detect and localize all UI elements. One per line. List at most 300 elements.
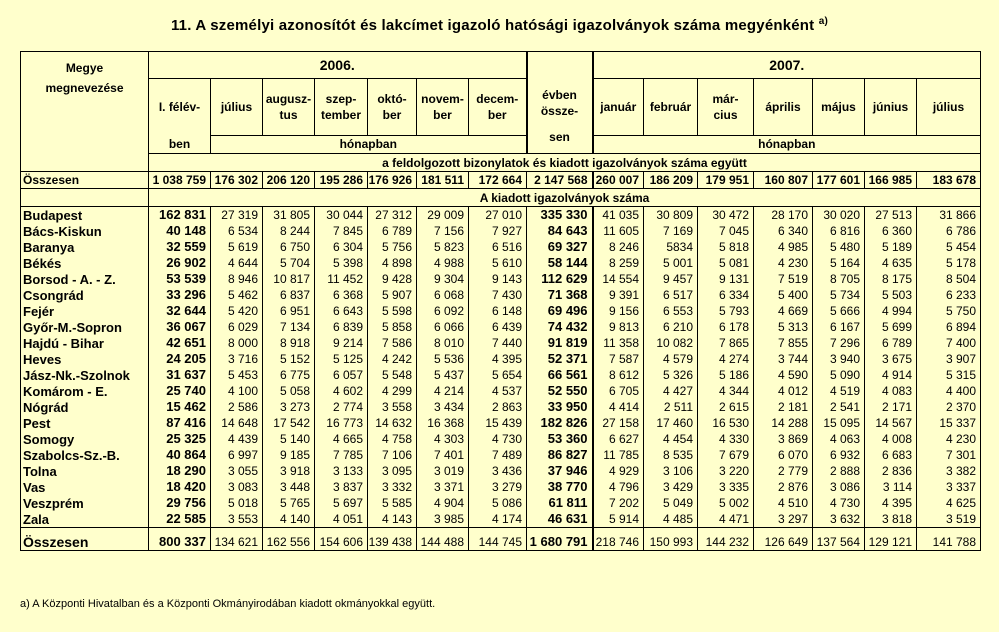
- table-cell: 3 086: [813, 479, 865, 495]
- table-cell: 25 325: [149, 431, 211, 447]
- table-cell: 8 259: [593, 255, 644, 271]
- row-label: Szabolcs-Sz.-B.: [21, 447, 149, 463]
- table-cell: 6 334: [698, 287, 754, 303]
- table-cell: 3 114: [865, 479, 917, 495]
- table-cell: 31 637: [149, 367, 211, 383]
- table-cell: 3 429: [644, 479, 698, 495]
- table-cell: 52 371: [527, 351, 593, 367]
- table-cell: 6 816: [813, 223, 865, 239]
- footnote: a) A Központi Hivatalban és a Központi Okmányirodában kiadott okmányokkal együtt.: [20, 598, 436, 610]
- table-cell: 31 805: [263, 207, 315, 224]
- table-cell: 5 186: [698, 367, 754, 383]
- table-cell: 84 643: [527, 223, 593, 239]
- table-cell: 6 360: [865, 223, 917, 239]
- table-cell: 186 209: [644, 172, 698, 189]
- table-cell: 25 740: [149, 383, 211, 399]
- table-cell: 4 898: [368, 255, 417, 271]
- table-cell: 6 057: [315, 367, 368, 383]
- table-cell: 4 994: [865, 303, 917, 319]
- month-2006-header: szep- tember: [315, 79, 368, 136]
- row-label: Tolna: [21, 463, 149, 479]
- table-row: [21, 271, 981, 287]
- table-cell: 5 699: [865, 319, 917, 335]
- table-cell: 5 001: [644, 255, 698, 271]
- table-cell: 5 765: [263, 495, 315, 511]
- table-cell: 16 530: [698, 415, 754, 431]
- table-cell: 8 612: [593, 367, 644, 383]
- table-cell: 5 704: [263, 255, 315, 271]
- table-cell: 40 864: [149, 447, 211, 463]
- table-cell: 31 866: [917, 207, 981, 224]
- table-cell: 87 416: [149, 415, 211, 431]
- table-cell: 4 758: [368, 431, 417, 447]
- table-cell: 5 907: [368, 287, 417, 303]
- table-cell: 4 471: [698, 511, 754, 528]
- table-cell: 5 326: [644, 367, 698, 383]
- month-2006-header: július: [211, 79, 263, 136]
- row-label: Jász-Nk.-Szolnok: [21, 367, 149, 383]
- table-cell: 22 585: [149, 511, 211, 528]
- table-cell: 6 789: [368, 223, 417, 239]
- table-cell: 4 904: [417, 495, 469, 511]
- table-row: [21, 207, 981, 224]
- table-cell: 5 437: [417, 367, 469, 383]
- table-cell: 8 535: [644, 447, 698, 463]
- table-cell: 4 100: [211, 383, 263, 399]
- table-row: [21, 287, 981, 303]
- table-cell: 7 845: [315, 223, 368, 239]
- table-cell: 91 819: [527, 335, 593, 351]
- table-cell: 15 095: [813, 415, 865, 431]
- table-row: [21, 399, 981, 415]
- table-cell: 7 785: [315, 447, 368, 463]
- table-cell: 3 279: [469, 479, 527, 495]
- table-cell: 36 067: [149, 319, 211, 335]
- table-cell: 37 946: [527, 463, 593, 479]
- table-cell: 42 651: [149, 335, 211, 351]
- table-cell: 4 395: [469, 351, 527, 367]
- table-cell: 6 148: [469, 303, 527, 319]
- table-cell: 41 035: [593, 207, 644, 224]
- table-cell: 8 946: [211, 271, 263, 287]
- table-cell: 3 337: [917, 479, 981, 495]
- table-cell: 7 106: [368, 447, 417, 463]
- table-cell: 7 430: [469, 287, 527, 303]
- table-cell: 7 202: [593, 495, 644, 511]
- row-label: Bács-Kiskun: [21, 223, 149, 239]
- month-2006-header: októ- ber: [368, 79, 417, 136]
- table-cell: 5 610: [469, 255, 527, 271]
- in-month-2007: hónapban: [593, 136, 981, 154]
- table-cell: 3 448: [263, 479, 315, 495]
- band-processed: a feldolgozott bizonylatok és kiadott igazolványok száma együtt: [149, 154, 981, 172]
- table-row: [21, 415, 981, 431]
- table-cell: 3 371: [417, 479, 469, 495]
- table-cell: 71 368: [527, 287, 593, 303]
- table-cell: 5 164: [813, 255, 865, 271]
- table-cell: 3 869: [754, 431, 813, 447]
- table-cell: 5 858: [368, 319, 417, 335]
- table-cell: 14 648: [211, 415, 263, 431]
- table-cell: 162 831: [149, 207, 211, 224]
- table-cell: 4 230: [917, 431, 981, 447]
- table-cell: 14 288: [754, 415, 813, 431]
- table-cell: 6 439: [469, 319, 527, 335]
- row-label: Békés: [21, 255, 149, 271]
- table-cell: 9 457: [644, 271, 698, 287]
- table-cell: 9 185: [263, 447, 315, 463]
- month-2007-header: már- cius: [698, 79, 754, 136]
- table-cell: 6 839: [315, 319, 368, 335]
- row-label: Vas: [21, 479, 149, 495]
- table-cell: 3 133: [315, 463, 368, 479]
- table-cell: 40 148: [149, 223, 211, 239]
- table-cell: 27 513: [865, 207, 917, 224]
- table-cell: 4 914: [865, 367, 917, 383]
- table-cell: 4 174: [469, 511, 527, 528]
- table-cell: 4 537: [469, 383, 527, 399]
- annual-header: évben össze- sen: [527, 79, 593, 154]
- table-cell: 8 010: [417, 335, 469, 351]
- table-cell: 69 327: [527, 239, 593, 255]
- table-cell: 4 395: [865, 495, 917, 511]
- table-row: [21, 335, 981, 351]
- table-cell: 33 296: [149, 287, 211, 303]
- table-cell: 4 796: [593, 479, 644, 495]
- table-cell: 139 438: [368, 528, 417, 551]
- year-2007-header: 2007.: [593, 52, 981, 79]
- table-cell: 4 427: [644, 383, 698, 399]
- table-cell: 3 083: [211, 479, 263, 495]
- table-cell: 4 414: [593, 399, 644, 415]
- table-cell: 3 019: [417, 463, 469, 479]
- table-cell: 6 210: [644, 319, 698, 335]
- table-cell: 8 918: [263, 335, 315, 351]
- month-2006-header: decem- ber: [469, 79, 527, 136]
- table-cell: 3 273: [263, 399, 315, 415]
- h1-header-suffix: ben: [149, 136, 211, 154]
- table-cell: 3 632: [813, 511, 865, 528]
- table-cell: 7 440: [469, 335, 527, 351]
- table-cell: 126 649: [754, 528, 813, 551]
- table-cell: 7 679: [698, 447, 754, 463]
- table-cell: 4 929: [593, 463, 644, 479]
- table-cell: 7 489: [469, 447, 527, 463]
- table-cell: 5 793: [698, 303, 754, 319]
- band-issued-row: [21, 189, 981, 207]
- table-cell: 4 635: [865, 255, 917, 271]
- table-cell: 6 070: [754, 447, 813, 463]
- table-cell: 6 233: [917, 287, 981, 303]
- table-cell: 69 496: [527, 303, 593, 319]
- table-cell: 5 480: [813, 239, 865, 255]
- table-cell: 129 121: [865, 528, 917, 551]
- table-cell: 4 063: [813, 431, 865, 447]
- table-cell: 177 601: [813, 172, 865, 189]
- table-cell: 3 818: [865, 511, 917, 528]
- month-2007-header: június: [865, 79, 917, 136]
- table-cell: 5 315: [917, 367, 981, 383]
- table-row: [21, 463, 981, 479]
- table-cell: 4 625: [917, 495, 981, 511]
- table-cell: 14 632: [368, 415, 417, 431]
- table-cell: 2 779: [754, 463, 813, 479]
- county-header: Megye megnevezése: [21, 52, 149, 172]
- row-label: Nógrád: [21, 399, 149, 415]
- table-cell: 26 902: [149, 255, 211, 271]
- table-cell: 4 988: [417, 255, 469, 271]
- table-cell: 3 335: [698, 479, 754, 495]
- table-cell: 4 519: [813, 383, 865, 399]
- month-2007-header: május: [813, 79, 865, 136]
- table-cell: 162 556: [263, 528, 315, 551]
- table-row: [21, 479, 981, 495]
- table-cell: 1 680 791: [527, 528, 593, 551]
- table-cell: 11 452: [315, 271, 368, 287]
- table-cell: 144 488: [417, 528, 469, 551]
- table-cell: 5 818: [698, 239, 754, 255]
- table-cell: 3 106: [644, 463, 698, 479]
- table-cell: 3 519: [917, 511, 981, 528]
- table-cell: 3 744: [754, 351, 813, 367]
- table-cell: 6 534: [211, 223, 263, 239]
- table-cell: 6 066: [417, 319, 469, 335]
- table-cell: 141 788: [917, 528, 981, 551]
- table-cell: 2 370: [917, 399, 981, 415]
- table-cell: 166 985: [865, 172, 917, 189]
- table-title: 11. A személyi azonosítót és lakcímet igazoló hatósági igazolványok száma megyénként $^{a)}$: [170, 16, 829, 34]
- table-cell: 14 554: [593, 271, 644, 287]
- table-cell: 7 586: [368, 335, 417, 351]
- table-cell: 5 002: [698, 495, 754, 511]
- table-cell: 6 643: [315, 303, 368, 319]
- table-cell: 16 368: [417, 415, 469, 431]
- table-cell: 32 559: [149, 239, 211, 255]
- row-label: Összesen: [21, 172, 149, 189]
- table-cell: 6 837: [263, 287, 315, 303]
- table-cell: 5 756: [368, 239, 417, 255]
- table-row: [21, 383, 981, 399]
- month-2006-header: augusz- tus: [263, 79, 315, 136]
- table-cell: 15 462: [149, 399, 211, 415]
- table-cell: 150 993: [644, 528, 698, 551]
- table-cell: 33 950: [527, 399, 593, 415]
- table-cell: 2 615: [698, 399, 754, 415]
- table-cell: 260 007: [593, 172, 644, 189]
- table-cell: 134 621: [211, 528, 263, 551]
- table-cell: 335 330: [527, 207, 593, 224]
- table-cell: 4 051: [315, 511, 368, 528]
- table-row: [21, 255, 981, 271]
- table-cell: 29 756: [149, 495, 211, 511]
- statistics-table: [20, 51, 981, 551]
- table-cell: 7 519: [754, 271, 813, 287]
- table-cell: 7 855: [754, 335, 813, 351]
- table-row: [21, 511, 981, 528]
- processed-total-row: [21, 172, 981, 189]
- table-cell: 4 344: [698, 383, 754, 399]
- table-cell: 86 827: [527, 447, 593, 463]
- table-row: [21, 223, 981, 239]
- table-cell: 9 304: [417, 271, 469, 287]
- grand-total-row: [21, 528, 981, 551]
- row-label: Pest: [21, 415, 149, 431]
- table-cell: 4 669: [754, 303, 813, 319]
- table-cell: 11 785: [593, 447, 644, 463]
- table-cell: 9 156: [593, 303, 644, 319]
- table-cell: 2 774: [315, 399, 368, 415]
- table-cell: 30 044: [315, 207, 368, 224]
- table-cell: 6 775: [263, 367, 315, 383]
- table-cell: 5 400: [754, 287, 813, 303]
- table-cell: 7 134: [263, 319, 315, 335]
- table-cell: 9 813: [593, 319, 644, 335]
- table-row: [21, 447, 981, 463]
- table-cell: 5 125: [315, 351, 368, 367]
- table-cell: 3 434: [417, 399, 469, 415]
- table-cell: 10 082: [644, 335, 698, 351]
- table-cell: 8 246: [593, 239, 644, 255]
- band-issued: A kiadott igazolványok száma: [149, 189, 981, 207]
- table-row: [21, 495, 981, 511]
- table-cell: 17 460: [644, 415, 698, 431]
- table-cell: 14 567: [865, 415, 917, 431]
- table-cell: 176 926: [368, 172, 417, 189]
- table-cell: 24 205: [149, 351, 211, 367]
- table-cell: 5 152: [263, 351, 315, 367]
- table-cell: 11 605: [593, 223, 644, 239]
- table-cell: 183 678: [917, 172, 981, 189]
- table-cell: 112 629: [527, 271, 593, 287]
- table-cell: 206 120: [263, 172, 315, 189]
- table-cell: 4 214: [417, 383, 469, 399]
- table-cell: 137 564: [813, 528, 865, 551]
- table-cell: 3 907: [917, 351, 981, 367]
- table-cell: 66 561: [527, 367, 593, 383]
- table-cell: 18 420: [149, 479, 211, 495]
- row-label: Veszprém: [21, 495, 149, 511]
- table-cell: 2 511: [644, 399, 698, 415]
- table-cell: 5 081: [698, 255, 754, 271]
- table-cell: 27 319: [211, 207, 263, 224]
- table-cell: 3 553: [211, 511, 263, 528]
- table-cell: 4 510: [754, 495, 813, 511]
- table-cell: 74 432: [527, 319, 593, 335]
- table-cell: 3 220: [698, 463, 754, 479]
- table-cell: 181 511: [417, 172, 469, 189]
- table-cell: 6 068: [417, 287, 469, 303]
- table-cell: 30 809: [644, 207, 698, 224]
- table-cell: 3 940: [813, 351, 865, 367]
- table-cell: 6 997: [211, 447, 263, 463]
- table-cell: 7 865: [698, 335, 754, 351]
- table-cell: 7 045: [698, 223, 754, 239]
- table-cell: 8 504: [917, 271, 981, 287]
- table-cell: 195 286: [315, 172, 368, 189]
- table-cell: 6 178: [698, 319, 754, 335]
- table-cell: 5 697: [315, 495, 368, 511]
- table-cell: 218 746: [593, 528, 644, 551]
- table-cell: 5 462: [211, 287, 263, 303]
- table-cell: 6 304: [315, 239, 368, 255]
- table-cell: 27 010: [469, 207, 527, 224]
- table-cell: 5 914: [593, 511, 644, 528]
- table-cell: 7 156: [417, 223, 469, 239]
- table-cell: 144 745: [469, 528, 527, 551]
- table-cell: 6 705: [593, 383, 644, 399]
- table-cell: 5 536: [417, 351, 469, 367]
- table-cell: 6 553: [644, 303, 698, 319]
- table-cell: 5 189: [865, 239, 917, 255]
- table-cell: 53 539: [149, 271, 211, 287]
- table-cell: 4 008: [865, 431, 917, 447]
- row-label: Összesen: [21, 528, 149, 551]
- table-cell: 2 836: [865, 463, 917, 479]
- table-cell: 58 144: [527, 255, 593, 271]
- table-cell: 7 927: [469, 223, 527, 239]
- row-label: Zala: [21, 511, 149, 528]
- table-cell: 144 232: [698, 528, 754, 551]
- table-cell: 6 951: [263, 303, 315, 319]
- row-label: Fejér: [21, 303, 149, 319]
- month-2007-header: január: [593, 79, 644, 136]
- table-cell: 6 167: [813, 319, 865, 335]
- table-cell: 2 171: [865, 399, 917, 415]
- table-cell: 4 602: [315, 383, 368, 399]
- table-cell: 9 391: [593, 287, 644, 303]
- table-cell: 7 401: [417, 447, 469, 463]
- table-cell: 3 675: [865, 351, 917, 367]
- table-cell: 3 716: [211, 351, 263, 367]
- table-cell: 6 092: [417, 303, 469, 319]
- table-cell: 4 330: [698, 431, 754, 447]
- table-cell: 9 214: [315, 335, 368, 351]
- table-cell: 9 131: [698, 271, 754, 287]
- table-cell: 5 086: [469, 495, 527, 511]
- table-cell: 53 360: [527, 431, 593, 447]
- table-cell: 9 143: [469, 271, 527, 287]
- table-cell: 176 302: [211, 172, 263, 189]
- table-row: [21, 431, 981, 447]
- row-label: Heves: [21, 351, 149, 367]
- table-row: [21, 351, 981, 367]
- table-cell: 4 454: [644, 431, 698, 447]
- table-cell: 5 666: [813, 303, 865, 319]
- table-cell: 6 894: [917, 319, 981, 335]
- table-cell: 4 439: [211, 431, 263, 447]
- table-cell: 27 158: [593, 415, 644, 431]
- table-cell: 6 516: [469, 239, 527, 255]
- table-cell: 6 340: [754, 223, 813, 239]
- table-cell: 5 313: [754, 319, 813, 335]
- table-row: [21, 367, 981, 383]
- table-cell: 7 301: [917, 447, 981, 463]
- table-cell: 2 586: [211, 399, 263, 415]
- table-cell: 6 786: [917, 223, 981, 239]
- table-row: [21, 319, 981, 335]
- table-cell: 3 837: [315, 479, 368, 495]
- table-cell: 3 095: [368, 463, 417, 479]
- table-cell: 8 705: [813, 271, 865, 287]
- table-cell: 5 090: [813, 367, 865, 383]
- table-cell: 160 807: [754, 172, 813, 189]
- table-cell: 3 985: [417, 511, 469, 528]
- table-cell: 6 789: [865, 335, 917, 351]
- table-cell: 5 654: [469, 367, 527, 383]
- table-cell: 4 143: [368, 511, 417, 528]
- table-cell: 6 932: [813, 447, 865, 463]
- table-cell: 5 548: [368, 367, 417, 383]
